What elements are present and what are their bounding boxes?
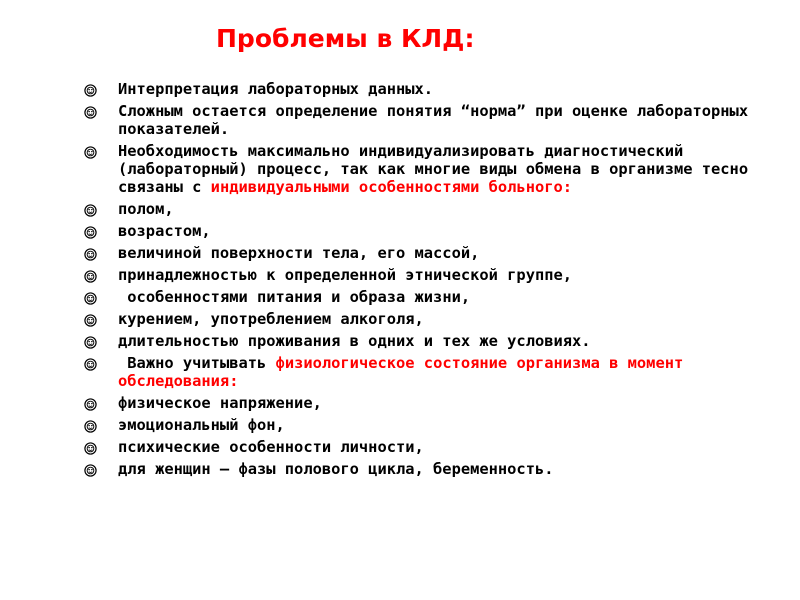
smiley-face-icon — [84, 83, 97, 96]
list-item-text: полом, — [118, 200, 174, 218]
list-item — [82, 288, 772, 306]
list-item-text: особенностями питания и образа жизни, — [118, 288, 471, 306]
list-item-text: физическое напряжение, — [118, 394, 322, 412]
smiley-face-icon — [84, 291, 97, 304]
list-item — [82, 416, 772, 434]
highlighted-text: физиологическое состояние организма в момент обследования: — [118, 354, 684, 390]
smiley-face-icon — [84, 247, 97, 260]
list-item — [82, 80, 772, 98]
list-item-text: принадлежностью к определенной этнической группе, — [118, 266, 573, 284]
list-item-text: Сложным остается определение понятия “норма” при оценке лабораторных показателей. — [118, 102, 758, 138]
list-item — [82, 394, 772, 412]
smiley-face-icon — [84, 441, 97, 454]
smiley-face-icon — [84, 357, 97, 370]
list-item-text: возрастом, — [118, 222, 211, 240]
slide-title: Проблемы в КЛД: — [216, 24, 475, 53]
list-item-text: величиной поверхности тела, его массой, — [118, 244, 480, 262]
list-item — [82, 200, 772, 218]
highlighted-text: индивидуальными особенностями больного: — [210, 178, 573, 196]
list-item-text: Интерпретация лабораторных данных. — [118, 80, 434, 98]
list-item — [82, 438, 772, 456]
list-item-text: длительностью проживания в одних и тех же условиях. — [118, 332, 591, 350]
list-item — [82, 222, 772, 240]
list-item-text: курением, употреблением алкоголя, — [118, 310, 424, 328]
smiley-face-icon — [84, 313, 97, 326]
list-item-text: психические особенности личности, — [118, 438, 424, 456]
smiley-face-icon — [84, 269, 97, 282]
smiley-face-icon — [84, 397, 97, 410]
smiley-face-icon — [84, 105, 97, 118]
list-item — [82, 244, 772, 262]
list-item-text: эмоциональный фон, — [118, 416, 285, 434]
smiley-face-icon — [84, 145, 97, 158]
list-item-text: Важно учитывать — [118, 354, 276, 372]
list-item-text: Необходимость максимально индивидуализировать диагностический (лабораторный) процесс, так как многие виды обмена в организме тесно связаны с — [118, 142, 758, 196]
list-item-text: для женщин – фазы полового цикла, беременность. — [118, 460, 554, 478]
smiley-face-icon — [84, 225, 97, 238]
list-item — [82, 142, 772, 196]
list-item — [82, 266, 772, 284]
bullet-list — [82, 80, 772, 482]
smiley-face-icon — [84, 203, 97, 216]
list-item — [82, 354, 772, 390]
list-item — [82, 102, 772, 138]
list-item — [82, 310, 772, 328]
smiley-face-icon — [84, 463, 97, 476]
smiley-face-icon — [84, 335, 97, 348]
smiley-face-icon — [84, 419, 97, 432]
list-item — [82, 332, 772, 350]
list-item — [82, 460, 772, 478]
